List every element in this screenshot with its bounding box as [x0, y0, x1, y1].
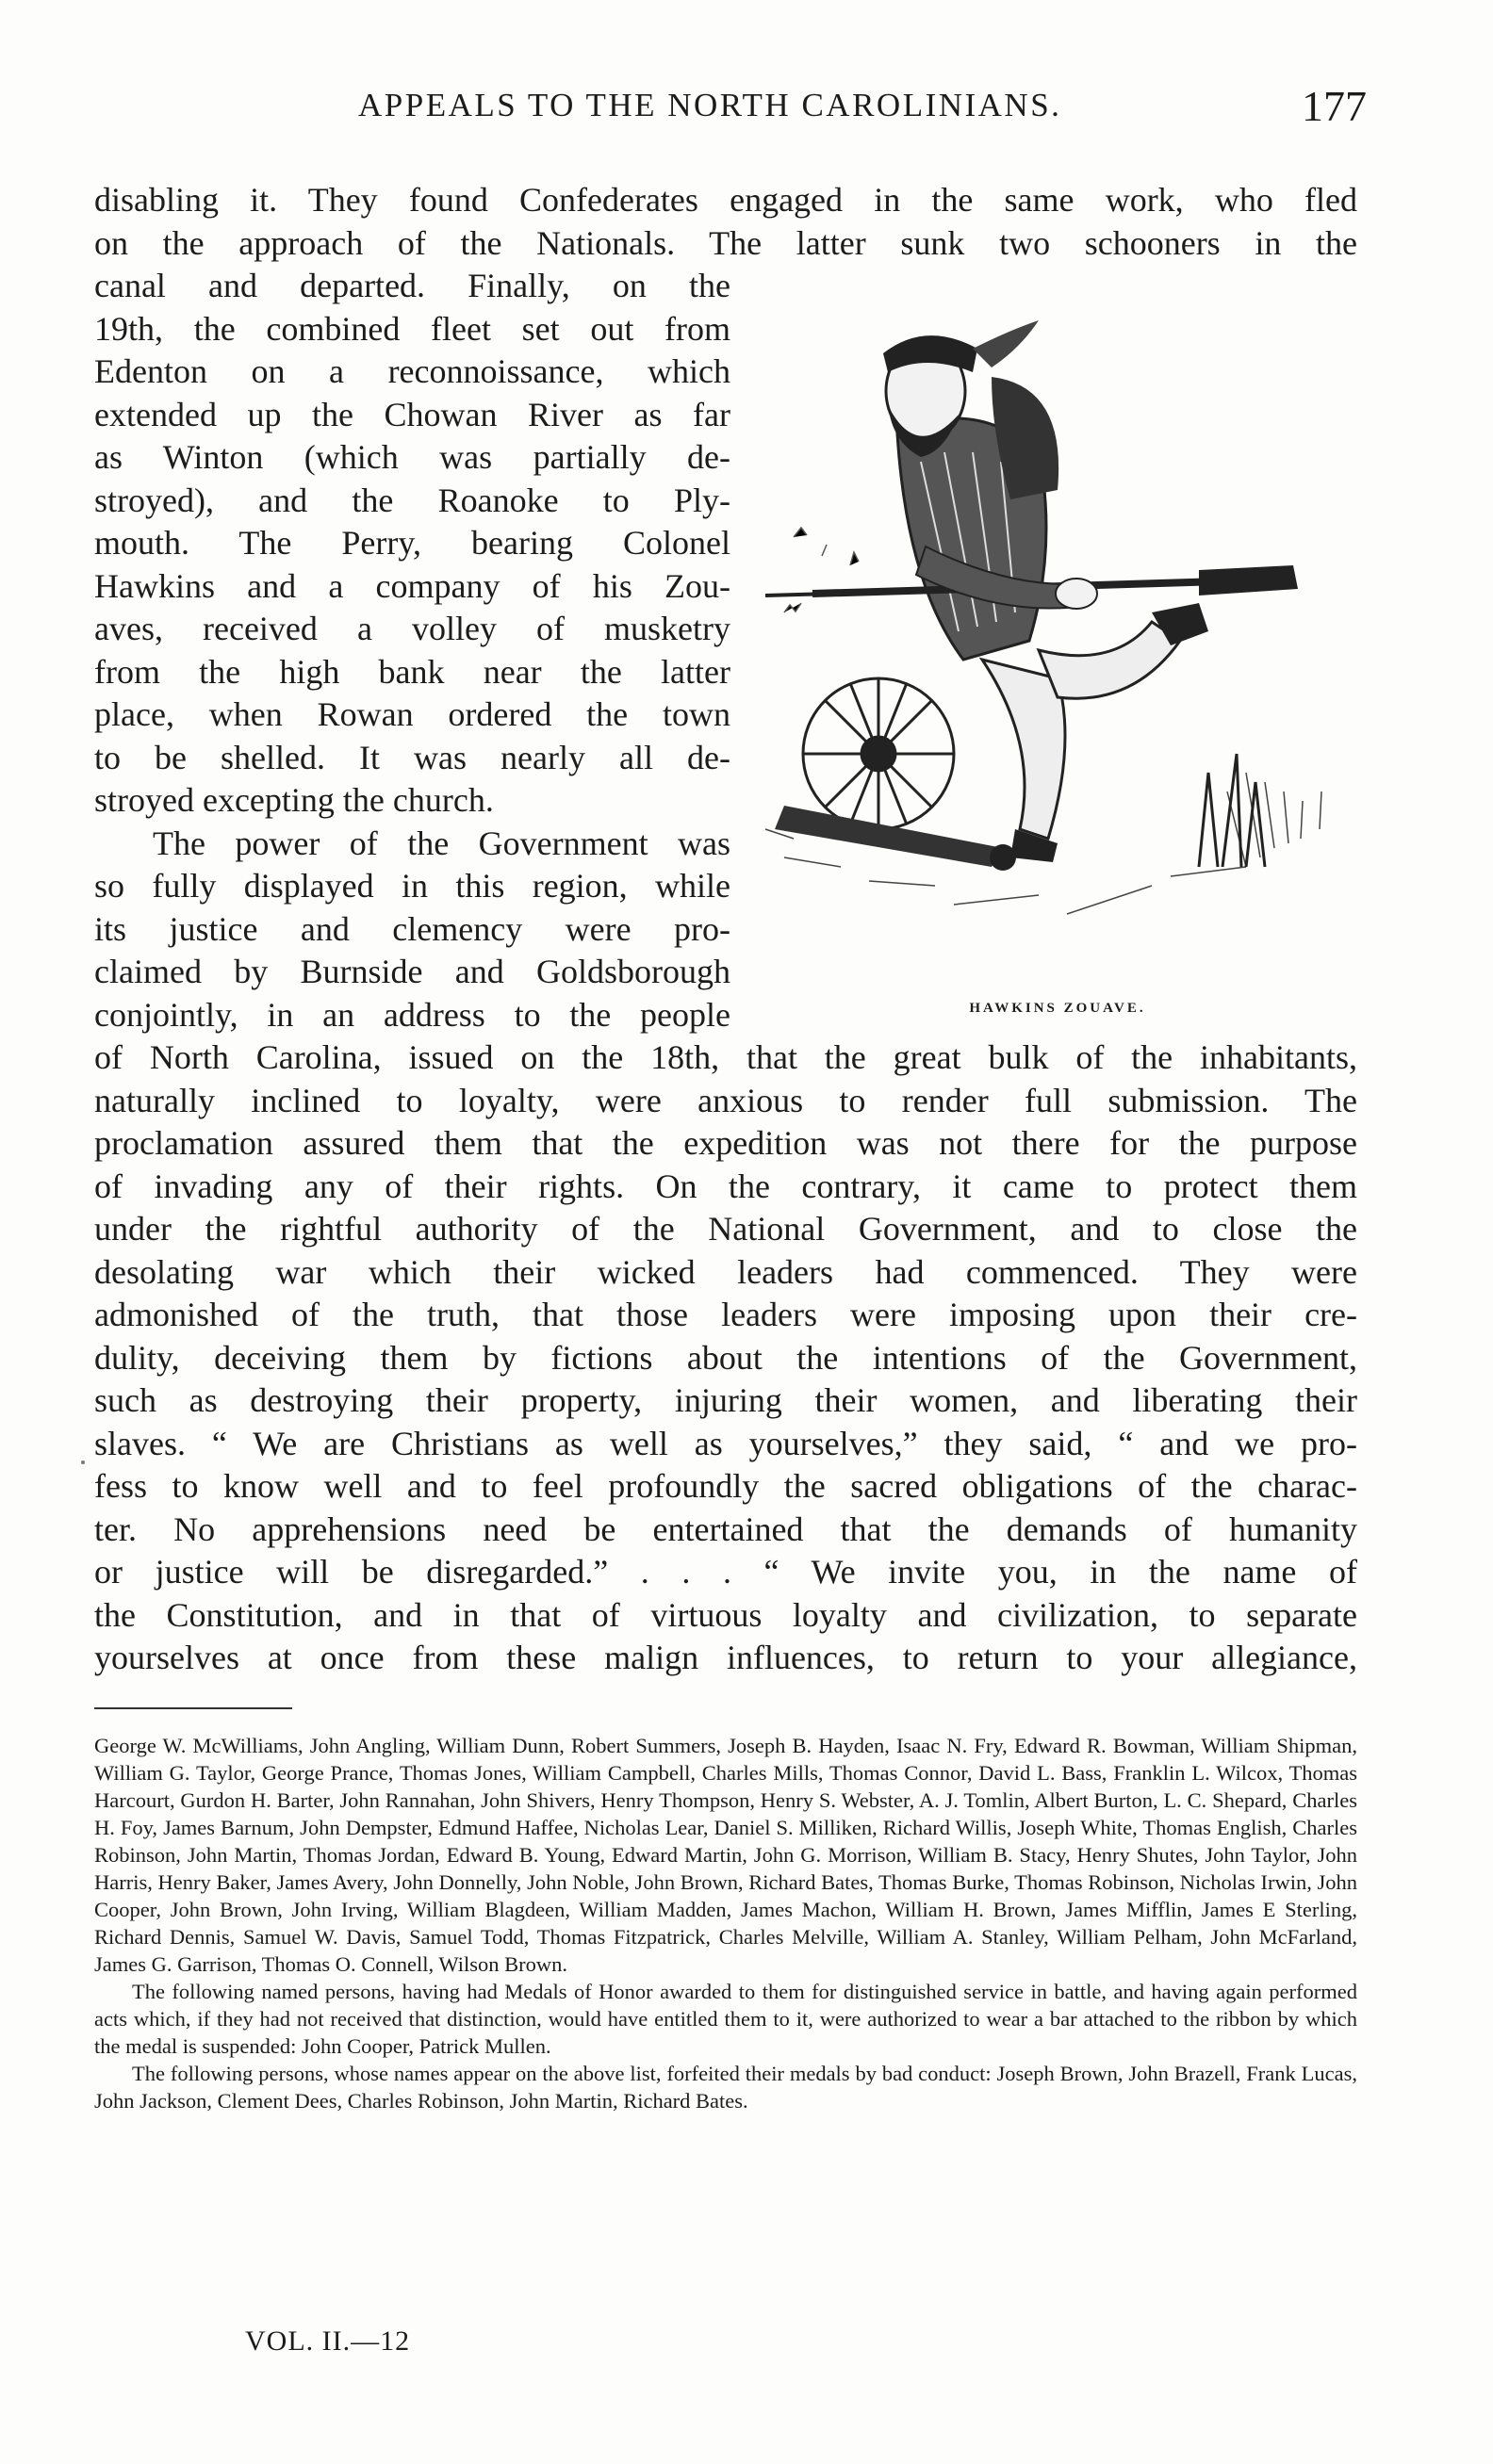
zouave-engraving-icon [756, 302, 1359, 989]
body-line: as Winton (which was partially de- [94, 438, 730, 476]
page-number: 177 [1302, 82, 1367, 130]
margin-dot [81, 1460, 85, 1464]
running-head [94, 82, 1367, 143]
body-line: dulity, deceiving them by fictions about the intentions of the Government, [94, 1338, 1357, 1377]
body-line: disabling it. They found Confederates engaged in the same work, who fled [94, 181, 1357, 219]
running-title: APPEALS TO THE NORTH CAROLINIANS. [358, 87, 1062, 123]
footnote-rule [94, 1707, 292, 1709]
body-line: to be shelled. It was nearly all de- [94, 738, 730, 776]
body-line: canal and departed. Finally, on the [94, 267, 730, 304]
figure-caption: HAWKINS ZOUAVE. [969, 1001, 1146, 1016]
body-line: slaves. “ We are Christians as well as yourselves,” they said, “ and we pro- [94, 1424, 1357, 1462]
body-line: yourselves at once from these malign influences, to return to your allegiance, [94, 1639, 1357, 1676]
body-line: naturally inclined to loyalty, were anxious to render full submission. The [94, 1081, 1357, 1119]
body-line: its justice and clemency were pro- [94, 909, 730, 948]
body-line: place, when Rowan ordered the town [94, 695, 730, 733]
body-line: 19th, the combined fleet set out from [94, 309, 730, 348]
body-line: extended up the Chowan River as far [94, 395, 730, 433]
body-line: conjointly, in an address to the people [94, 995, 730, 1034]
body-line: stroyed excepting the church. [94, 781, 494, 819]
body-line: aves, received a volley of musketry [94, 610, 730, 647]
body-line: mouth. The Perry, bearing Colonel [94, 524, 730, 562]
footnotes [94, 1732, 1357, 2114]
signature-mark: VOL. II.—12 [245, 2325, 411, 2357]
body-line: such as destroying their property, injuring their women, and liberating their [94, 1381, 1357, 1419]
footnote-paragraph: The following persons, whose names appear on the above list, forfeited their medals by bad conduct: Joseph Brown, John Brazell, Frank Lucas, John Jackson, Clement Dees, Charles Robinson, John Martin, Richard Bates. [94, 2062, 1357, 2113]
body-line: on the approach of the Nationals. The latter sunk two schooners in the [94, 223, 1357, 262]
body-line: The power of the Government was [153, 824, 730, 862]
body-line: Hawkins and a company of his Zou- [94, 566, 730, 605]
body-line: fess to know well and to feel profoundly the sacred obligations of the charac- [94, 1467, 1357, 1505]
footnote-paragraph: The following named persons, having had Medals of Honor awarded to them for distinguished service in battle, and having again performed acts which, if they had not received that distinction, would have entitled them to it, were authorized to wear a bar attached to the ribbon by which the medal is suspended: John Cooper, Patrick Mullen. [94, 1980, 1357, 2058]
footnote-paragraph: George W. McWilliams, John Angling, William Dunn, Robert Summers, Joseph B. Hayden, Isaac N. Fry, Edward R. Bowman, William Shipman, William G. Taylor, George Prance, Thomas Jones, William Campbell, Charles Mills, Thomas Connor, David L. Bass, Franklin L. Wilcox, Thomas Harcourt, Gurdon H. Barter, John Rannahan, John Shivers, Henry Thompson, Henry S. Webster, A. J. Tomlin, Albert Burton, L. C. Shepard, Charles H. Foy, James Barnum, John Dempster, Edmund Haffee, Nicholas Lear, Daniel S. Milliken, Richard Willis, Joseph White, Thomas English, Charles Robinson, John Martin, Thomas Jordan, Edward B. Young, Edward Martin, John G. Morrison, William B. Stacy, Henry Shutes, John Taylor, John Harris, Henry Baker, James Avery, John Donnelly, John Noble, John Brown, Richard Bates, Thomas Burke, Thomas Robinson, Nicholas Irwin, John Cooper, John Brown, John Irving, William Blagdeen, William Madden, James Machon, William H. Brown, James Mifflin, James E Sterling, Richard Dennis, Samuel W. Davis, Samuel Todd, Thomas Fitzpatrick, Charles Melville, William A. Stanley, William Pelham, John McFarland, James G. Garrison, Thomas O. Connell, Wilson Brown. [94, 1734, 1357, 1976]
body-line: or justice will be disregarded.” . . . “ We invite you, in the name of [94, 1553, 1357, 1591]
body-line: from the high bank near the latter [94, 652, 730, 691]
body-line: of invading any of their rights. On the contrary, it came to protect them [94, 1167, 1357, 1205]
body-line: proclamation assured them that the expedition was not there for the purpose [94, 1124, 1357, 1162]
body-line: Edenton on a reconnoissance, which [94, 352, 730, 390]
body-line: admonished of the truth, that those leaders were imposing upon their cre- [94, 1296, 1357, 1333]
body-line: claimed by Burnside and Goldsborough [94, 953, 730, 990]
body-line: so fully displayed in this region, while [94, 867, 730, 905]
body-line: of North Carolina, issued on the 18th, that the great bulk of the inhabitants, [94, 1038, 1357, 1076]
body-line: stroyed), and the Roanoke to Ply- [94, 481, 730, 519]
zouave-illustration [756, 302, 1359, 1018]
body-line: under the rightful authority of the National Government, and to close the [94, 1210, 1357, 1248]
body-line: the Constitution, and in that of virtuous loyalty and civilization, to separate [94, 1595, 1357, 1634]
body-line: ter. No apprehensions need be entertained that the demands of humanity [94, 1509, 1357, 1548]
body-line: desolating war which their wicked leaders had commenced. They were [94, 1252, 1357, 1291]
